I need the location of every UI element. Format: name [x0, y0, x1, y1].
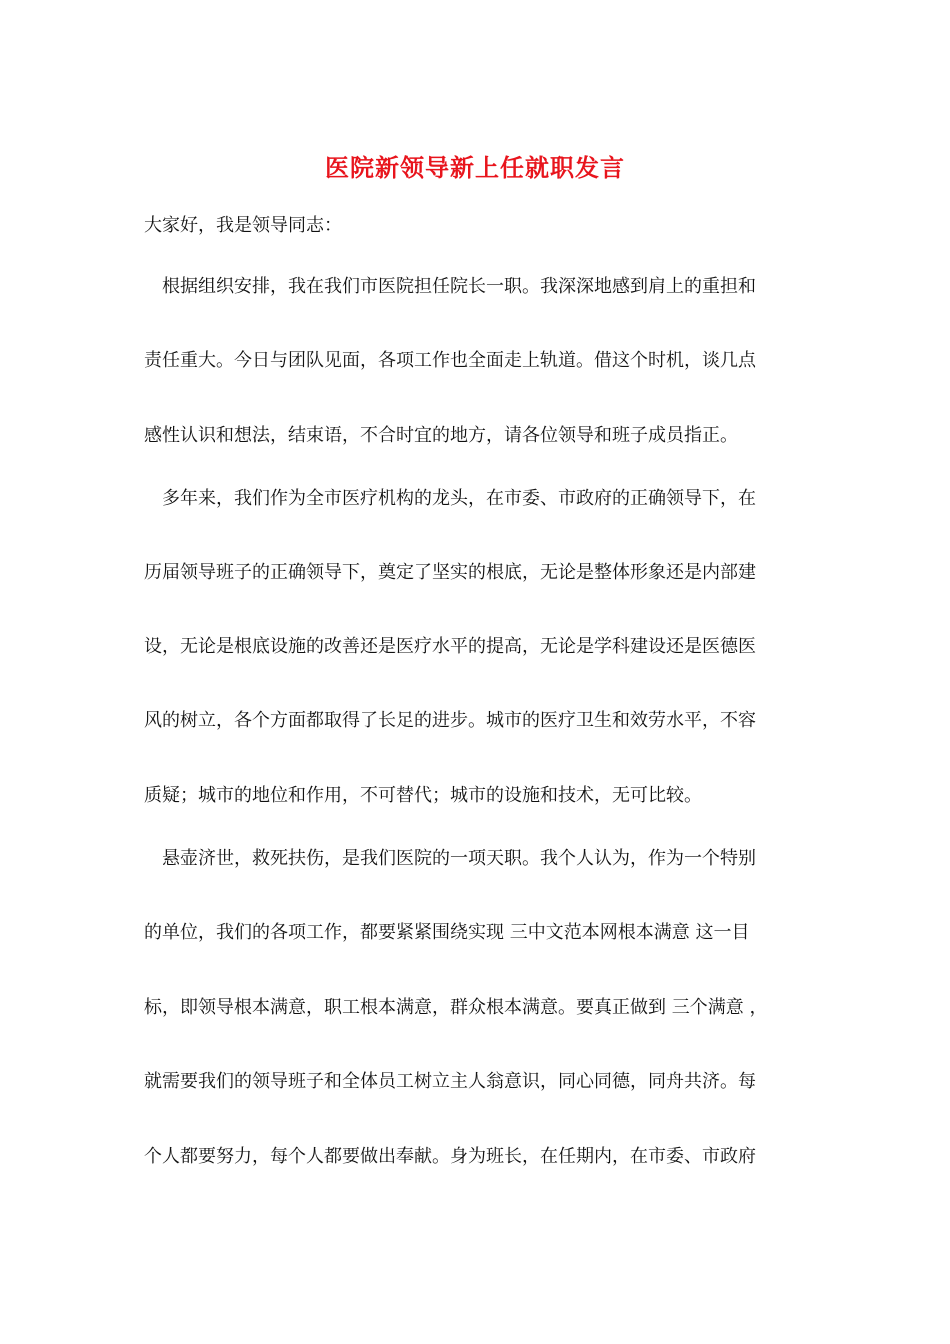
- paragraph-3-line-1: 悬壶济世，救死扶伤，是我们医院的一项天职。我个人认为，作为一个特别: [162, 848, 756, 869]
- paragraph-1-line-3: 感性认识和想法，结束语，不合时宜的地方，请各位领导和班子成员指正。: [144, 425, 738, 446]
- paragraph-2-line-1: 多年来，我们作为全市医疗机构的龙头，在市委、市政府的正确领导下，在: [162, 488, 756, 509]
- paragraph-3-line-5: 个人都要努力，每个人都要做出奉献。身为班长，在任期内，在市委、市政府: [144, 1146, 756, 1167]
- paragraph-2-line-2: 历届领导班子的正确领导下，奠定了坚实的根底，无论是整体形象还是内部建: [144, 562, 756, 583]
- paragraph-2-line-5: 质疑；城市的地位和作用，不可替代；城市的设施和技术，无可比较。: [144, 785, 702, 806]
- paragraph-2-line-4: 风的树立，各个方面都取得了长足的进步。城市的医疗卫生和效劳水平，不容: [144, 710, 756, 731]
- greeting-line: 大家好，我是领导同志：: [144, 215, 342, 236]
- document-title: 医院新领导新上任就职发言: [325, 153, 625, 182]
- paragraph-3-line-3: 标，即领导根本满意，职工根本满意，群众根本满意。要真正做到 三个满意 ，: [144, 997, 768, 1018]
- paragraph-2-line-3: 设，无论是根底设施的改善还是医疗水平的提高，无论是学科建设还是医德医: [144, 636, 756, 657]
- paragraph-1-line-1: 根据组织安排，我在我们市医院担任院长一职。我深深地感到肩上的重担和: [162, 276, 756, 297]
- paragraph-3-line-2: 的单位，我们的各项工作，都要紧紧围绕实现 三中文范本网根本满意 这一目: [144, 922, 750, 943]
- paragraph-3-line-4: 就需要我们的领导班子和全体员工树立主人翁意识，同心同德，同舟共济。每: [144, 1071, 756, 1092]
- paragraph-1-line-2: 责任重大。今日与团队见面，各项工作也全面走上轨道。借这个时机，谈几点: [144, 350, 756, 371]
